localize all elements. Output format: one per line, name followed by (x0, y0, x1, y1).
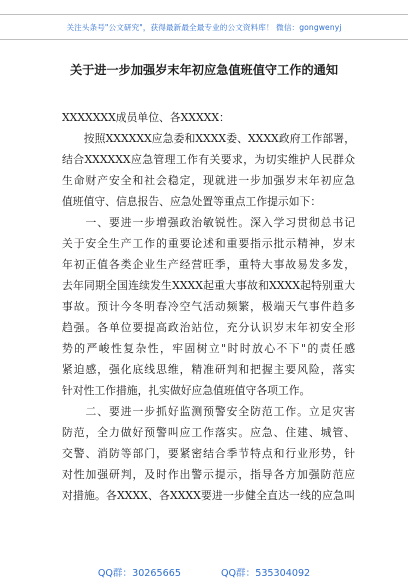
body-line: 一、要进一步增强政治敏锐性。深入学习贯彻总书记 (62, 216, 355, 229)
body-line: 值班值守、信息报告、应急处置等重点工作提示如下： (62, 195, 322, 208)
body-line: 二、要进一步抓好监测预警安全防范工作。立足灾害 (62, 405, 355, 418)
body-line: 结合XXXXXX应急管理工作有关要求，为切实维护人民群众 (62, 153, 355, 166)
footer-qq-group-1: QQ群：30265665 (97, 568, 181, 579)
body-line: 对措施。各XXXX、各XXXX要进一步健全直达一线的应急叫 (62, 489, 355, 502)
body-line: 去年同期全国连续发生XXXX起重大事故和XXXX起特别重大 (62, 279, 355, 292)
header-banner-text: 关注头条号"公文研究"，获得最新最全最专业的公文资料库！ 微信：gongwenyj (66, 22, 342, 32)
body-line: 按照XXXXXX应急委和XXXX委、XXXX政府工作部署， (62, 132, 355, 145)
footer-qq-group-2: QQ群：535304092 (220, 568, 311, 579)
body-line: 年初正值各类企业生产经营旺季，重特大事故易发多发， (62, 258, 355, 271)
document-title: 关于进一步加强岁末年初应急值班值守工作的通知 (69, 63, 339, 77)
body-line: 生命财产安全和社会稳定，现就进一步加强岁末年初应急 (62, 174, 355, 187)
body-line: 紧迫感，强化底线思维，精准研判和把握主要风险，落实 (62, 363, 355, 376)
body-line: 趋强。各单位要提高政治站位，充分认识岁末年初安全形 (62, 321, 355, 334)
salutation-line: XXXXXXX成员单位、各XXXXX： (62, 111, 230, 124)
body-line: 势的严峻性复杂性，牢固树立"时时放心不下"的责任感 (62, 342, 355, 355)
body-line: 事故。预计今冬明春冷空气活动频繁，极端天气事件趋多 (62, 300, 355, 313)
header-banner (0, 14, 408, 40)
body-line: 防范，全力做好预警叫应工作落实。应急、住建、城管、 (62, 426, 355, 439)
document-body (62, 107, 355, 506)
body-line: 针对性工作措施，扎实做好应急值班值守各项工作。 (62, 384, 311, 397)
body-line: 关于安全生产工作的重要论述和重要指示批示精神，岁末 (62, 237, 355, 250)
footer-bar (0, 564, 408, 580)
body-line: 对性加强研判，及时作出警示提示，指导各方加强防范应 (62, 468, 355, 481)
body-line: 交警、消防等部门，要紧密结合季节特点和行业形势，针 (62, 447, 355, 460)
